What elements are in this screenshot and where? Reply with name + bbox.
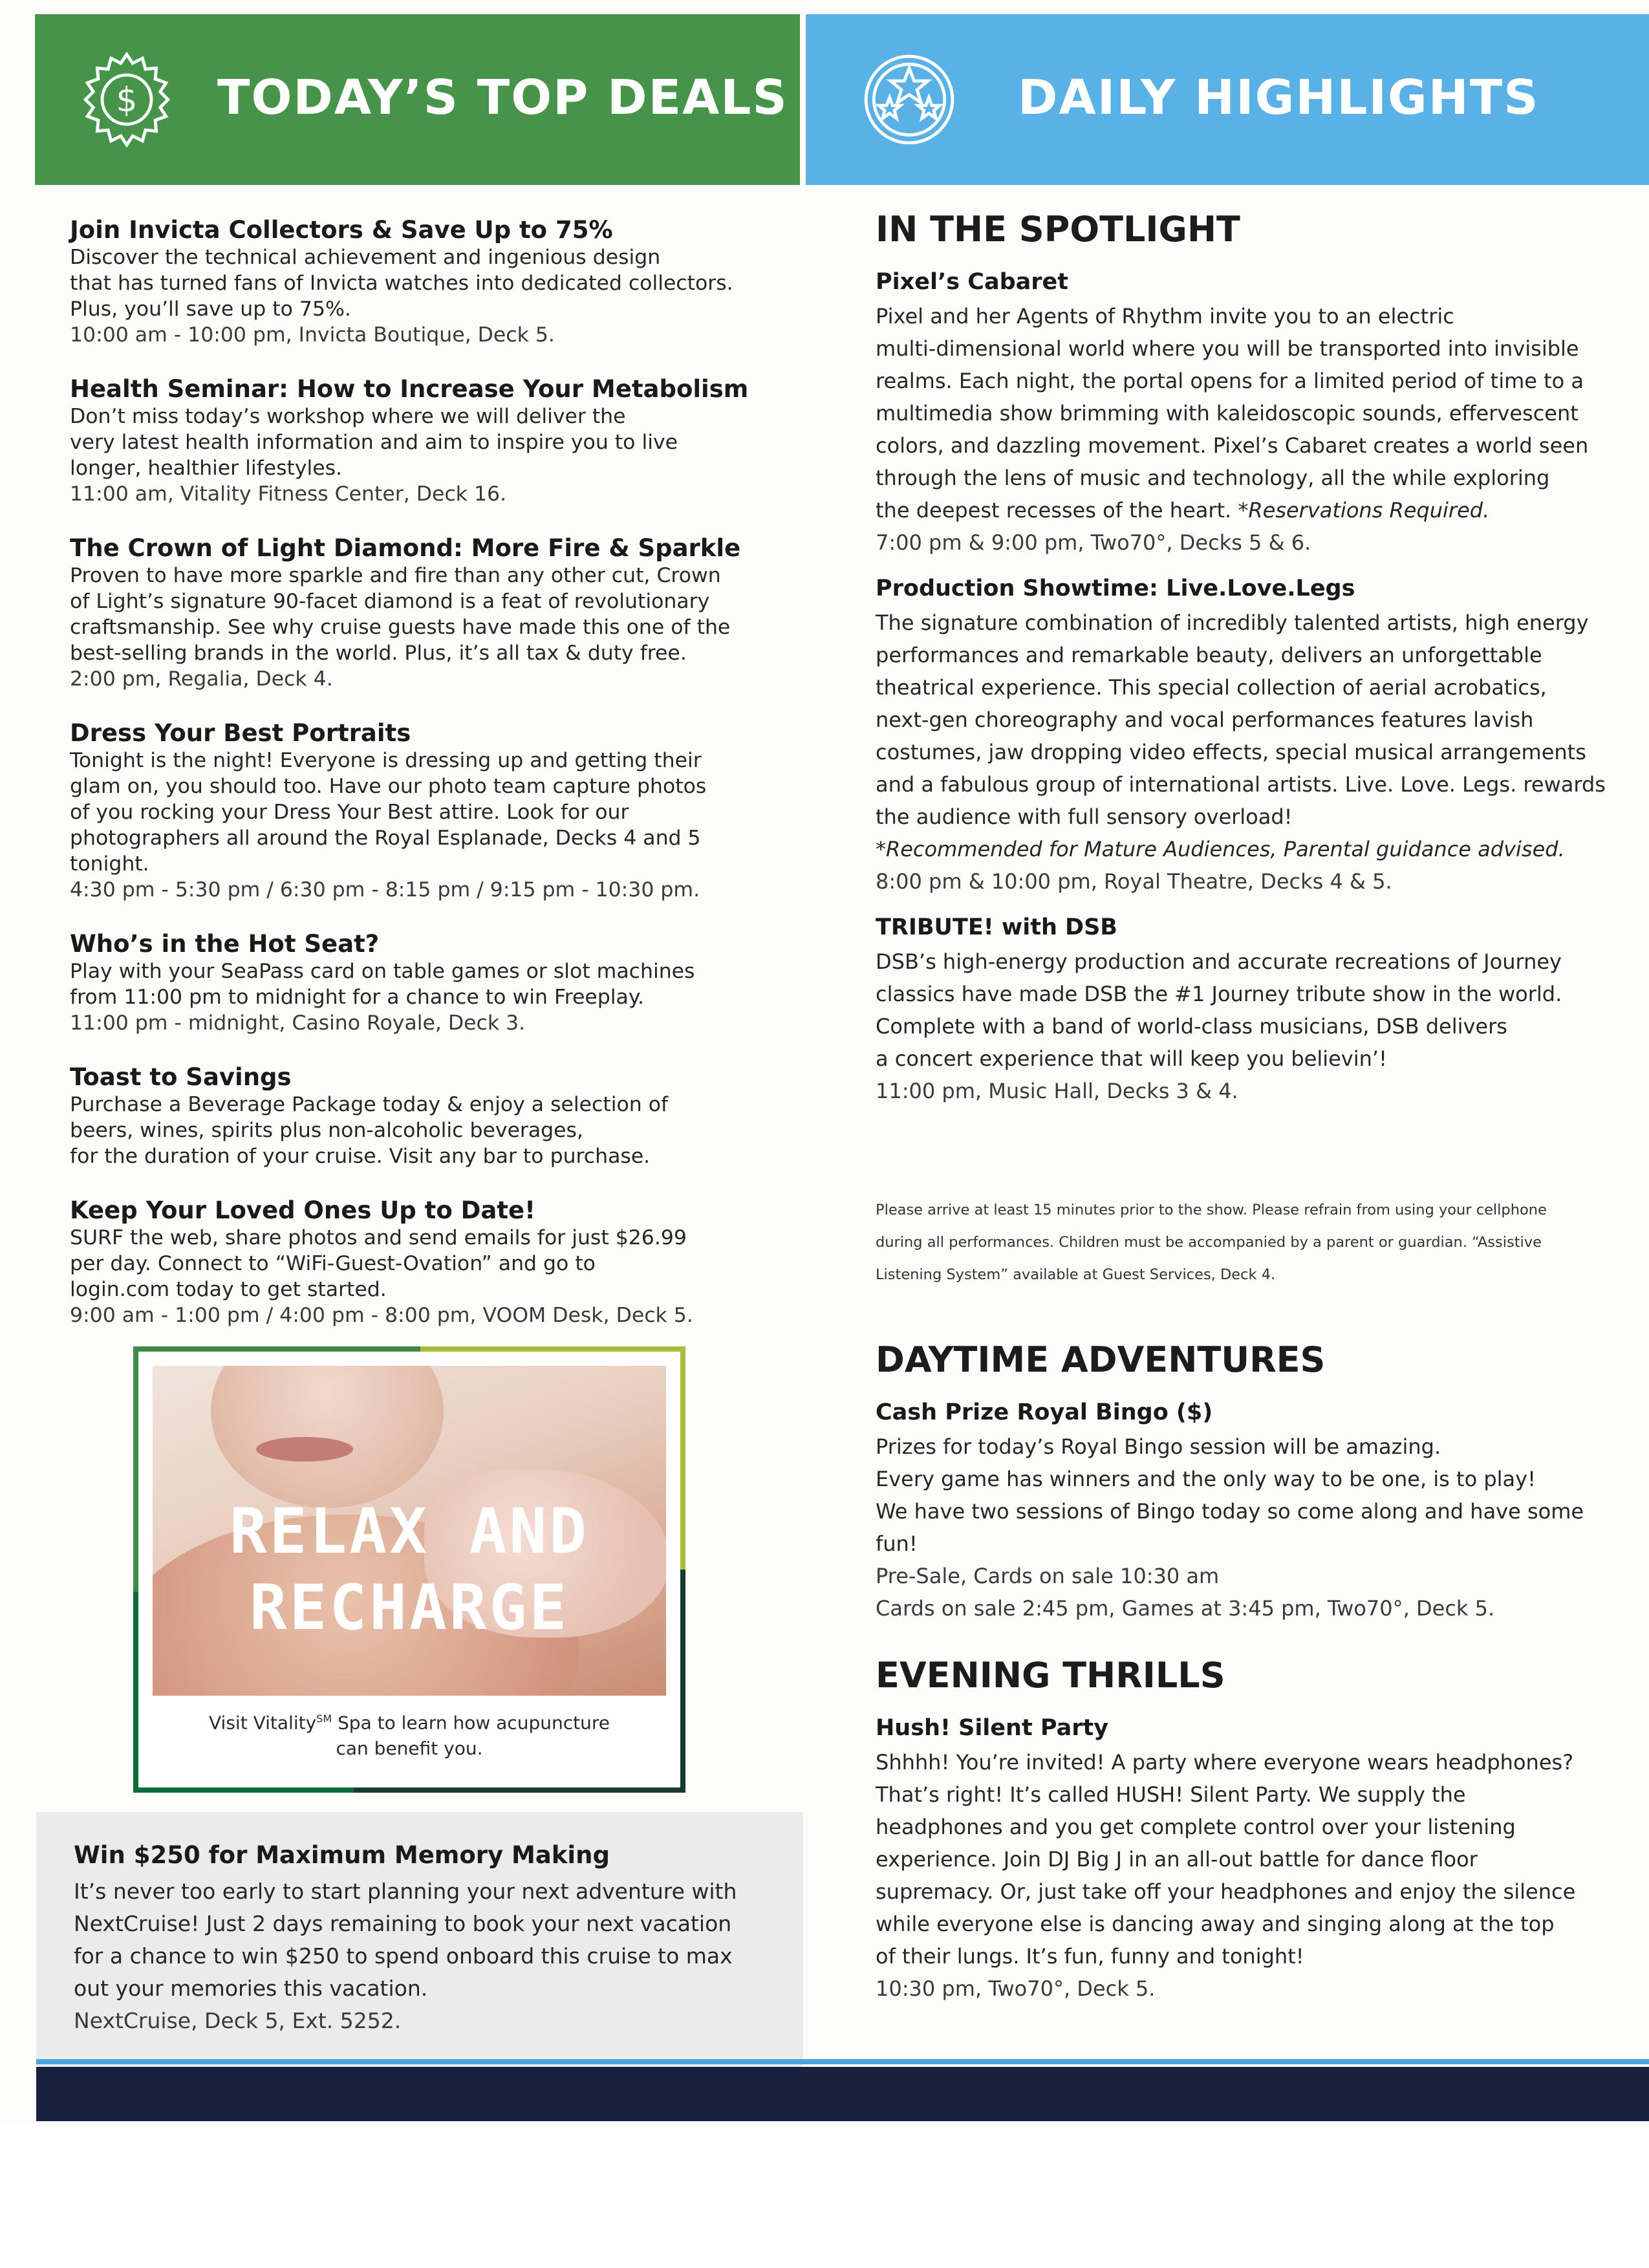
photo-face xyxy=(211,1366,444,1508)
fine-print-line: Listening System” available at Guest Services, Deck 4. xyxy=(876,1266,1276,1283)
fine-print-line: Please arrive at least 15 minutes prior to the show. Please refrain from using your cellphone xyxy=(876,1202,1547,1218)
contest-location: NextCruise, Deck 5, Ext. 5252. xyxy=(74,2008,402,2033)
deal-text: Don’t miss today’s workshop where we will deliver the xyxy=(70,405,626,428)
deal-text: Proven to have more sparkle and fire than any other cut, Crown xyxy=(70,564,721,587)
contest-text: It’s never too early to start planning your next adventure with xyxy=(74,1879,737,1904)
event-time: Cards on sale 2:45 pm, Games at 3:45 pm, Two70°, Deck 5. xyxy=(876,1596,1495,1621)
deal-title: Toast to Savings xyxy=(70,1063,292,1091)
spa-caption-text: can benefit you. xyxy=(336,1738,483,1760)
deal-text: for the duration of your cruise. Visit any bar to purchase. xyxy=(70,1145,651,1168)
event-text: Pixel and her Agents of Rhythm invite you to an electric xyxy=(876,304,1454,329)
deal-title: Who’s in the Hot Seat? xyxy=(70,930,380,958)
deal-title: Health Seminar: How to Increase Your Metabolism xyxy=(70,375,749,403)
event-text: costumes, jaw dropping video effects, special musical arrangements xyxy=(876,740,1586,764)
deal-text: login.com today to get started. xyxy=(70,1278,387,1301)
section-heading: EVENING THRILLS xyxy=(876,1655,1225,1696)
fine-print-line: during all performances. Children must be accompanied by a parent or guardian. “Assistive xyxy=(876,1234,1542,1251)
event-text: multimedia show brimming with kaleidoscopic sounds, effervescent xyxy=(876,401,1579,426)
daily-highlights-title: DAILY HIGHLIGHTS xyxy=(1018,70,1540,125)
deal-item xyxy=(70,930,775,1036)
event-text: through the lens of music and technology, all the while exploring xyxy=(876,466,1550,490)
deal-title: Dress Your Best Portraits xyxy=(70,719,411,747)
event-time: 8:00 pm & 10:00 pm, Royal Theatre, Decks 4 & 5. xyxy=(876,869,1392,894)
deal-text: SURF the web, share photos and send emails for just $26.99 xyxy=(70,1226,687,1249)
event-text: Complete with a band of world-class musicians, DSB delivers xyxy=(876,1014,1507,1039)
event-text: performances and remarkable beauty, delivers an unforgettable xyxy=(876,643,1542,667)
event-text: That’s right! It’s called HUSH! Silent Party. We supply the xyxy=(876,1782,1466,1807)
deal-text: Play with your SeaPass card on table games or slot machines xyxy=(70,960,695,983)
deal-text: Tonight is the night! Everyone is dressing up and getting their xyxy=(70,749,702,772)
deal-item xyxy=(70,375,775,507)
event-text: The signature combination of incredibly talented artists, high energy xyxy=(876,610,1589,635)
spa-frame xyxy=(680,1346,685,1793)
event-text: multi-dimensional world where you will be transported into invisible xyxy=(876,336,1579,361)
event-text: a concert experience that will keep you believin’! xyxy=(876,1046,1387,1071)
deal-time: 11:00 pm - midnight, Casino Royale, Deck 3. xyxy=(70,1011,526,1035)
spa-title-line: RELAX AND xyxy=(229,1495,590,1568)
event-text: while everyone else is dancing away and singing along at the top xyxy=(876,1912,1555,1936)
deal-item xyxy=(70,1196,775,1328)
top-deals-header xyxy=(35,14,800,185)
deal-time: 2:00 pm, Regalia, Deck 4. xyxy=(70,667,333,691)
spa-frame xyxy=(133,1346,685,1352)
daytime-section xyxy=(876,1337,1606,1625)
deal-text: craftsmanship. See why cruise guests have made this one of the xyxy=(70,616,731,639)
reservation-note: *Reservations Required. xyxy=(1238,498,1490,523)
event-text: the audience with full sensory overload! xyxy=(876,805,1293,829)
spa-advertisement xyxy=(133,1346,685,1793)
event-text-end: the deepest recesses of the heart. xyxy=(876,498,1238,523)
stars-badge-icon xyxy=(860,50,958,149)
event-time: 11:00 pm, Music Hall, Decks 3 & 4. xyxy=(876,1079,1238,1103)
event-item xyxy=(876,266,1606,559)
spa-caption-text: Spa to learn how acupuncture xyxy=(332,1712,610,1734)
deal-text: longer, healthier lifestyles. xyxy=(70,457,343,480)
event-title: Cash Prize Royal Bingo ($) xyxy=(876,1399,1213,1425)
event-text: We have two sessions of Bingo today so come along and have some fun! xyxy=(876,1499,1584,1556)
event-text: next-gen choreography and vocal performances features lavish xyxy=(876,707,1534,732)
event-title: Production Showtime: Live.Love.Legs xyxy=(876,576,1355,601)
deal-text: of you rocking your Dress Your Best attire. Look for our xyxy=(70,801,629,824)
section-heading: IN THE SPOTLIGHT xyxy=(876,209,1240,250)
contest-box xyxy=(36,1812,803,2072)
deal-item xyxy=(70,1063,775,1169)
deal-text: beers, wines, spirits plus non-alcoholic beverages, xyxy=(70,1119,583,1142)
footer-band xyxy=(36,2067,1649,2121)
event-title: TRIBUTE! with DSB xyxy=(876,914,1117,940)
spa-frame xyxy=(133,1787,685,1793)
daily-highlights-header xyxy=(806,14,1649,185)
section-heading: DAYTIME ADVENTURES xyxy=(876,1339,1326,1380)
deal-text: best-selling brands in the world. Plus, it’s all tax & duty free. xyxy=(70,642,687,665)
deal-item xyxy=(70,216,775,348)
deal-title: Keep Your Loved Ones Up to Date! xyxy=(70,1196,535,1224)
deal-title: Join Invicta Collectors & Save Up to 75% xyxy=(70,216,613,244)
deal-text: tonight. xyxy=(70,852,149,876)
spa-frame xyxy=(133,1346,138,1793)
event-title: Pixel’s Cabaret xyxy=(876,269,1068,295)
deal-item xyxy=(70,534,775,692)
deal-text: of Light’s signature 90-facet diamond is a feat of revolutionary xyxy=(70,590,710,613)
event-text: Shhhh! You’re invited! A party where everyone wears headphones? xyxy=(876,1750,1574,1775)
deal-title: The Crown of Light Diamond: More Fire & Sparkle xyxy=(70,534,741,562)
audience-note: *Recommended for Mature Audiences, Parental guidance advised. xyxy=(876,837,1565,861)
deal-time: 4:30 pm - 5:30 pm / 6:30 pm - 8:15 pm / 9:15 pm - 10:30 pm. xyxy=(70,878,700,902)
deal-text: Discover the technical achievement and ingenious design xyxy=(70,246,661,269)
deal-text: Plus, you’ll save up to 75%. xyxy=(70,297,351,321)
deal-text: photographers all around the Royal Esplanade, Decks 4 and 5 xyxy=(70,826,701,850)
service-mark: SM xyxy=(316,1712,332,1725)
event-text: Every game has winners and the only way to be one, is to play! xyxy=(876,1467,1536,1491)
deal-text: very latest health information and aim to inspire you to live xyxy=(70,431,678,454)
contest-text: NextCruise! Just 2 days remaining to book your next vacation xyxy=(74,1911,732,1936)
deal-text: Purchase a Beverage Package today & enjoy a selection of xyxy=(70,1093,669,1116)
acupuncture-photo xyxy=(153,1366,666,1696)
deal-time: 10:00 am - 10:00 pm, Invicta Boutique, Deck 5. xyxy=(70,323,555,347)
evening-section xyxy=(876,1653,1606,2005)
event-text: DSB’s high-energy production and accurate recreations of Journey xyxy=(876,949,1562,974)
deals-list xyxy=(70,216,775,1355)
event-text: supremacy. Or, just take off your headphones and enjoy the silence xyxy=(876,1879,1576,1904)
event-time: 7:00 pm & 9:00 pm, Two70°, Decks 5 & 6. xyxy=(876,530,1311,555)
spa-title-line: RECHARGE xyxy=(249,1571,570,1644)
spa-caption-text: Visit Vitality xyxy=(209,1712,317,1734)
spa-caption xyxy=(159,1706,660,1762)
event-text: of their lungs. It’s fun, funny and tonight! xyxy=(876,1944,1304,1969)
event-time: 10:30 pm, Two70°, Deck 5. xyxy=(876,1976,1156,2001)
deal-text: glam on, you should too. Have our photo team capture photos xyxy=(70,775,707,798)
photo-lips xyxy=(256,1437,353,1462)
event-text: theatrical experience. This special collection of aerial acrobatics, xyxy=(876,675,1547,700)
svg-text:$: $ xyxy=(116,81,138,120)
event-text: experience. Join DJ Big J in an all-out battle for dance floor xyxy=(876,1847,1478,1872)
footer-accent-line xyxy=(36,2059,1649,2064)
deal-text: from 11:00 pm to midnight for a chance to win Freeplay. xyxy=(70,986,644,1009)
deal-time: 11:00 am, Vitality Fitness Center, Deck 16. xyxy=(70,482,507,506)
event-item xyxy=(876,573,1606,898)
event-text: colors, and dazzling movement. Pixel’s Cabaret creates a world seen xyxy=(876,433,1589,458)
contest-title: Win $250 for Maximum Memory Making xyxy=(74,1841,610,1869)
event-item xyxy=(876,912,1606,1107)
event-time: Pre-Sale, Cards on sale 10:30 am xyxy=(876,1564,1220,1588)
event-text: and a fabulous group of international artists. Live. Love. Legs. rewards xyxy=(876,772,1606,797)
deal-text: per day. Connect to “WiFi-Guest-Ovation” and go to xyxy=(70,1252,596,1275)
event-text: classics have made DSB the #1 Journey tribute show in the world. xyxy=(876,982,1562,1006)
show-fine-print xyxy=(876,1194,1606,1291)
dollar-badge-icon xyxy=(78,50,176,149)
contest-text: out your memories this vacation. xyxy=(74,1976,428,2001)
deal-time: 9:00 am - 1:00 pm / 4:00 pm - 8:00 pm, VOOM Desk, Deck 5. xyxy=(70,1304,693,1327)
event-text: headphones and you get complete control over your listening xyxy=(876,1815,1516,1839)
deal-item xyxy=(70,719,775,903)
spotlight-section xyxy=(876,207,1606,1107)
event-text: realms. Each night, the portal opens for a limited period of time to a xyxy=(876,369,1584,393)
deal-text: that has turned fans of Invicta watches into dedicated collectors. xyxy=(70,272,733,295)
event-title: Hush! Silent Party xyxy=(876,1715,1109,1741)
top-deals-title: TODAY’S TOP DEALS xyxy=(217,70,788,125)
event-text: Prizes for today’s Royal Bingo session will be amazing. xyxy=(876,1434,1441,1459)
contest-text: for a chance to win $250 to spend onboard this cruise to max xyxy=(74,1943,733,1969)
event-text xyxy=(876,494,1606,526)
